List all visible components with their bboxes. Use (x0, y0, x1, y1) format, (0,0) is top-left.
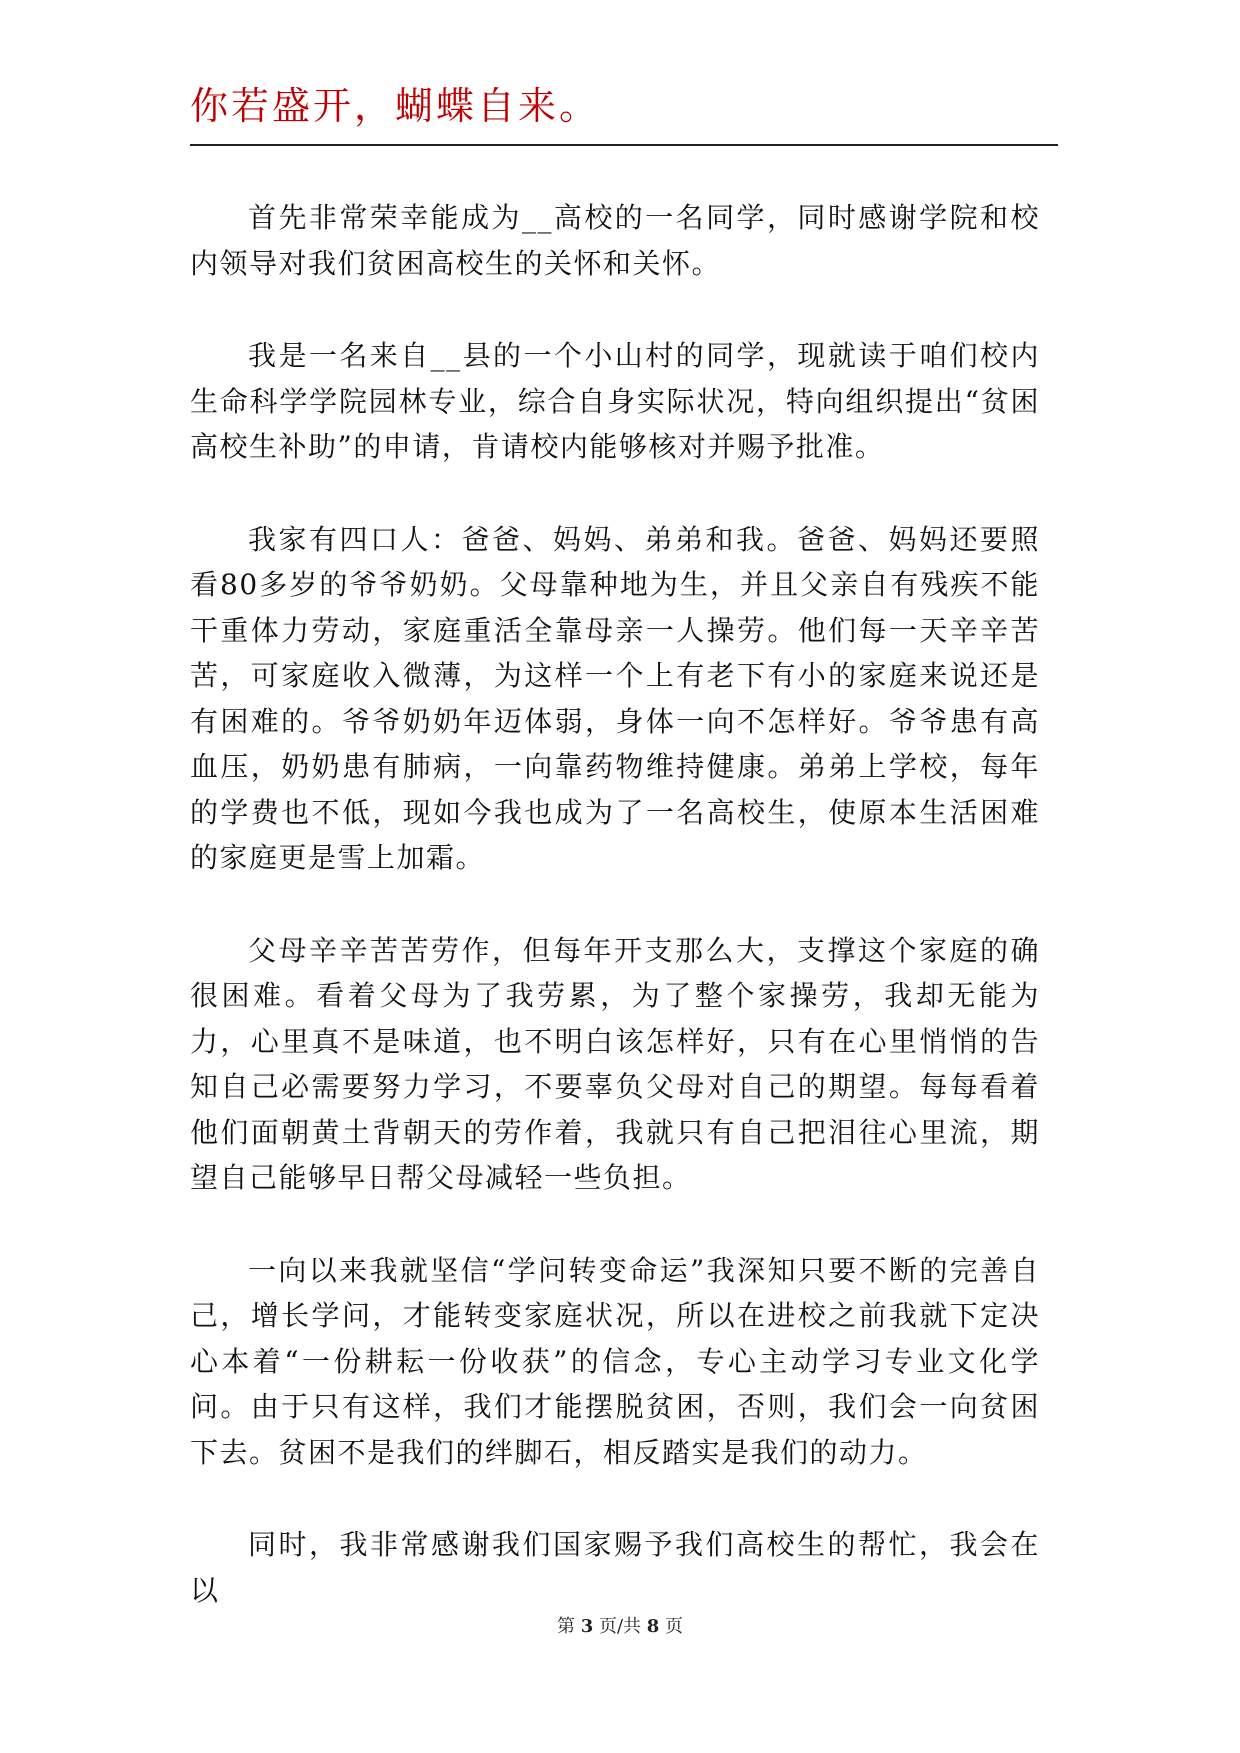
paragraph: 首先非常荣幸能成为__高校的一名同学，同时感谢学院和校内领导对我们贫困高校生的关怀和关怀。 (190, 201, 1040, 280)
total-page-number: 8 (646, 1616, 660, 1637)
paragraph: 同时，我非常感谢我们国家赐予我们高校生的帮忙，我会在以 (190, 1528, 1040, 1607)
footer-prefix: 第 (556, 1616, 575, 1637)
document-body (190, 195, 1040, 1660)
paragraph: 我是一名来自__县的一个小山村的同学，现就读于咱们校内生命科学学院园林专业，综合自身实际状况，特向组织提出“贫困高校生补助”的申请，肯请校内能够核对并赐予批准。 (190, 339, 1040, 463)
footer-suffix: 页 (665, 1616, 684, 1637)
footer-middle: 页/共 (598, 1616, 642, 1637)
header-divider (190, 144, 1058, 146)
header-slogan: 你若盛开，蝴蝶自来。 (190, 84, 601, 128)
current-page-number: 3 (580, 1616, 594, 1637)
paragraph: 父母辛辛苦苦劳作，但每年开支那么大，支撑这个家庭的确很困难。看着父母为了我劳累，为了整个家操劳，我却无能为力，心里真不是味道，也不明白该怎样好，只有在心里悄悄的告知自己必需要努力学习，不要辜负父母对自己的期望。每每看着他们面朝黄土背朝天的劳作着，我就只有自己把泪往心里流，期望自己能够早日帮父母减轻一些负担。 (190, 933, 1040, 1194)
paragraph: 我家有四口人：爸爸、妈妈、弟弟和我。爸爸、妈妈还要照看80多岁的爷爷奶奶。父母靠种地为生，并且父亲自有残疾不能干重体力劳动，家庭重活全靠母亲一人操劳。他们每一天辛辛苦苦，可家庭收入微薄，为这样一个上有老下有小的家庭来说还是有困难的。爷爷奶奶年迈体弱，身体一向不怎样好。爷爷患有高血压，奶奶患有肺病，一向靠药物维持健康。弟弟上学校，每年的学费也不低，现如今我也成为了一名高校生，使原本生活困难的家庭更是雪上加霜。 (190, 522, 1040, 874)
page-footer (0, 1612, 1240, 1638)
paragraph: 一向以来我就坚信“学问转变命运”我深知只要不断的完善自己，增长学问，才能转变家庭状况，所以在进校之前我就下定决心本着“一份耕耘一份收获”的信念，专心主动学习专业文化学问。由于只有这样，我们才能摆脱贫困，否则，我们会一向贫困下去。贫困不是我们的绊脚石，相反踏实是我们的动力。 (190, 1253, 1040, 1469)
page-header (190, 80, 1050, 146)
